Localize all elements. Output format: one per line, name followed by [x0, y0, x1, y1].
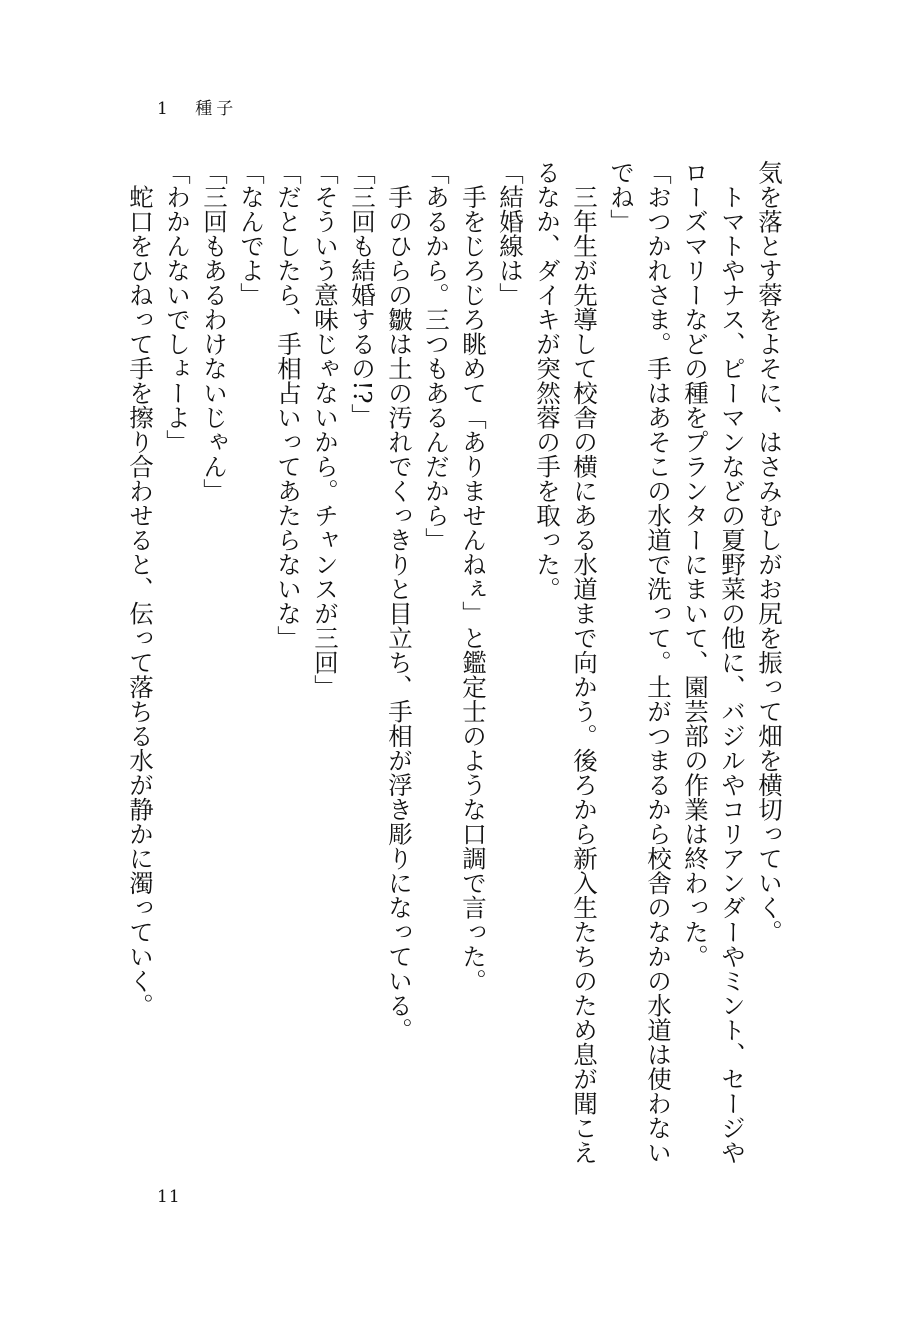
paragraph: 「なんでよ」 [237, 160, 266, 307]
page-number: 11 [157, 1187, 181, 1207]
paragraph: 「結婚線は」 [496, 160, 525, 307]
paragraph: 「だとしたら、手相占いってあたらないな」 [274, 160, 303, 650]
paragraph: 「そういう意味じゃないから。チャンスが三回」 [311, 160, 340, 699]
vertical-body-text [128, 160, 788, 1170]
paragraph: 気を落とす蓉をよそに、はさみむしがお尻を振って畑を横切っていく。 [755, 160, 784, 944]
chapter-number: 1 [157, 99, 169, 119]
paragraph: 「あるから。三つもあるんだから」 [422, 160, 451, 552]
paragraph: 「三回も結婚するの!?」 [348, 160, 377, 428]
paragraph: 蛇口をひねって手を擦り合わせると、伝って落ちる水が静かに濁っていく。 [126, 160, 155, 1018]
paragraph: 「おつかれさま。手はあそこの水道で洗って。土がつまるから校舎のなかの水道は使わないでね」 [607, 160, 673, 1165]
paragraph: 手のひらの皺は土の汚れでくっきりと目立ち、手相が浮き彫りになっている。 [385, 160, 414, 1042]
paragraph: 手をじろじろ眺めて「ありませんねぇ」と鑑定士のような口調で言った。 [459, 160, 488, 993]
paragraph: 「三回もあるわけないじゃん」 [200, 160, 229, 503]
chapter-title: 種子 [195, 99, 238, 119]
paragraph: 「わかんないでしょーよ」 [163, 160, 192, 454]
paragraph: 三年生が先導して校舎の横にある水道まで向かう。後ろから新入生たちのため息が聞こえるなか、ダイキが突然蓉の手を取った。 [533, 160, 599, 1165]
running-head [157, 94, 237, 119]
paragraph: トマトやナス、ピーマンなどの夏野菜の他に、バジルやコリアンダーやミント、セージやローズマリーなどの種をプランターにまいて、園芸部の作業は終わった。 [681, 160, 747, 1165]
